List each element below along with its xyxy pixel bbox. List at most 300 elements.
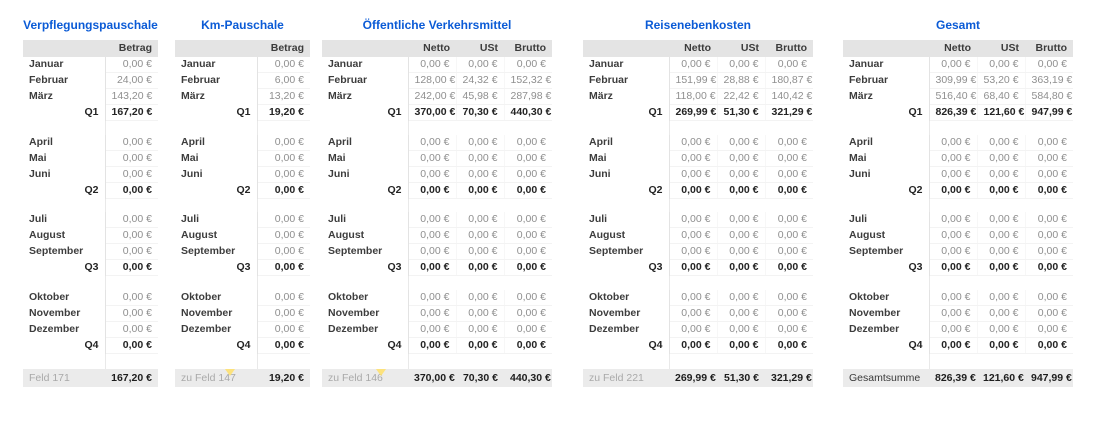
value-cell[interactable]: 0,00 €: [717, 166, 765, 182]
month-cell[interactable]: Oktober: [175, 290, 257, 306]
value-cell[interactable]: 0,00 €: [765, 57, 813, 73]
quarter-total-cell[interactable]: 121,60 €: [977, 105, 1025, 121]
value-cell[interactable]: 0,00 €: [504, 57, 552, 73]
value-cell[interactable]: 0,00 €: [504, 135, 552, 151]
footer-value[interactable]: 51,30 €: [717, 369, 765, 387]
quarter-total-cell[interactable]: 0,00 €: [929, 260, 977, 276]
value-cell[interactable]: 0,00 €: [257, 150, 310, 166]
month-cell[interactable]: März: [843, 89, 929, 105]
spacer-cell: [929, 353, 977, 369]
value-cell[interactable]: 0,00 €: [1025, 290, 1073, 306]
month-cell[interactable]: Mai: [843, 150, 929, 166]
footer-label[interactable]: Gesamtsumme: [843, 369, 929, 387]
month-cell[interactable]: Januar: [322, 57, 408, 73]
value-cell[interactable]: 151,99 €: [669, 73, 717, 89]
value-cell[interactable]: 0,00 €: [717, 305, 765, 321]
value-cell[interactable]: 0,00 €: [504, 228, 552, 244]
month-cell[interactable]: September: [322, 244, 408, 260]
month-cell[interactable]: Januar: [843, 57, 929, 73]
quarter-label-cell[interactable]: Q1: [843, 105, 929, 121]
value-cell[interactable]: 0,00 €: [456, 57, 504, 73]
value-cell[interactable]: 0,00 €: [929, 57, 977, 73]
table-title[interactable]: Reisenebenkosten: [644, 18, 752, 32]
footer-label[interactable]: Feld 171: [23, 369, 105, 387]
quarter-label-cell[interactable]: Q4: [23, 337, 105, 353]
value-cell[interactable]: 0,00 €: [257, 135, 310, 151]
month-cell[interactable]: Juni: [843, 166, 929, 182]
value-cell[interactable]: 0,00 €: [257, 57, 310, 73]
value-cell[interactable]: 13,20 €: [257, 89, 310, 105]
value-cell[interactable]: 0,00 €: [765, 150, 813, 166]
value-cell[interactable]: 0,00 €: [765, 135, 813, 151]
quarter-label-cell[interactable]: Q3: [843, 260, 929, 276]
value-cell[interactable]: 0,00 €: [456, 135, 504, 151]
column-header[interactable]: Betrag: [257, 40, 310, 57]
footer-value[interactable]: 269,99 €: [669, 369, 717, 387]
value-cell[interactable]: 24,00 €: [105, 73, 158, 89]
value-cell[interactable]: 0,00 €: [408, 244, 456, 260]
spacer-cell: [583, 353, 669, 369]
column-header[interactable]: USt: [977, 40, 1025, 57]
value-cell[interactable]: 0,00 €: [456, 305, 504, 321]
value-cell[interactable]: 0,00 €: [257, 166, 310, 182]
month-cell[interactable]: August: [843, 228, 929, 244]
value-cell[interactable]: 0,00 €: [717, 57, 765, 73]
value-cell[interactable]: 0,00 €: [504, 321, 552, 337]
value-cell[interactable]: 0,00 €: [765, 228, 813, 244]
value-cell[interactable]: 0,00 €: [105, 321, 158, 337]
quarter-label-cell[interactable]: Q4: [843, 337, 929, 353]
value-cell[interactable]: 0,00 €: [765, 321, 813, 337]
quarter-total-cell[interactable]: 0,00 €: [504, 182, 552, 198]
value-cell[interactable]: 118,00 €: [669, 89, 717, 105]
month-cell[interactable]: Dezember: [23, 321, 105, 337]
quarter-total-cell[interactable]: 0,00 €: [669, 260, 717, 276]
quarter-total-cell[interactable]: 0,00 €: [717, 260, 765, 276]
column-header[interactable]: Netto: [669, 40, 717, 57]
value-cell[interactable]: 0,00 €: [929, 305, 977, 321]
value-cell[interactable]: 152,32 €: [504, 73, 552, 89]
quarter-total-cell[interactable]: 51,30 €: [717, 105, 765, 121]
month-cell[interactable]: Januar: [583, 57, 669, 73]
value-cell[interactable]: 128,00 €: [408, 73, 456, 89]
value-cell[interactable]: 28,88 €: [717, 73, 765, 89]
spacer-cell: [322, 276, 408, 290]
month-cell[interactable]: Oktober: [583, 290, 669, 306]
value-cell[interactable]: 0,00 €: [717, 290, 765, 306]
column-header[interactable]: Brutto: [1025, 40, 1073, 57]
quarter-label-cell[interactable]: Q2: [583, 182, 669, 198]
value-cell[interactable]: 0,00 €: [977, 228, 1025, 244]
value-cell[interactable]: 0,00 €: [929, 150, 977, 166]
quarter-total-cell[interactable]: 0,00 €: [456, 260, 504, 276]
value-cell[interactable]: 0,00 €: [669, 305, 717, 321]
value-cell[interactable]: 0,00 €: [105, 135, 158, 151]
table-title[interactable]: Öffentliche Verkehrsmittel: [362, 18, 512, 32]
value-cell[interactable]: 0,00 €: [257, 321, 310, 337]
quarter-total-cell[interactable]: 0,00 €: [977, 337, 1025, 353]
value-cell[interactable]: 0,00 €: [929, 290, 977, 306]
value-cell[interactable]: 0,00 €: [717, 244, 765, 260]
value-cell[interactable]: 0,00 €: [669, 290, 717, 306]
value-cell[interactable]: 0,00 €: [456, 244, 504, 260]
month-cell[interactable]: Oktober: [322, 290, 408, 306]
month-cell[interactable]: Juli: [322, 212, 408, 228]
value-cell[interactable]: 0,00 €: [669, 244, 717, 260]
quarter-label-cell[interactable]: Q3: [23, 260, 105, 276]
value-cell[interactable]: 0,00 €: [456, 212, 504, 228]
quarter-total-cell[interactable]: 70,30 €: [456, 105, 504, 121]
month-cell[interactable]: August: [583, 228, 669, 244]
footer-label[interactable]: zu Feld 146: [322, 369, 408, 387]
month-cell[interactable]: März: [175, 89, 257, 105]
quarter-total-cell[interactable]: 0,00 €: [765, 337, 813, 353]
value-cell[interactable]: 53,20 €: [977, 73, 1025, 89]
month-cell[interactable]: Juni: [23, 166, 105, 182]
month-cell[interactable]: Oktober: [843, 290, 929, 306]
value-cell[interactable]: 0,00 €: [257, 228, 310, 244]
month-cell[interactable]: Mai: [583, 150, 669, 166]
quarter-total-cell[interactable]: 0,00 €: [408, 182, 456, 198]
value-cell[interactable]: 45,98 €: [456, 89, 504, 105]
value-cell[interactable]: 0,00 €: [1025, 166, 1073, 182]
month-cell[interactable]: September: [175, 244, 257, 260]
value-cell[interactable]: 0,00 €: [669, 135, 717, 151]
value-cell[interactable]: 0,00 €: [717, 321, 765, 337]
footer-value[interactable]: 321,29 €: [765, 369, 813, 387]
quarter-total-cell[interactable]: 0,00 €: [456, 337, 504, 353]
value-cell[interactable]: 0,00 €: [456, 290, 504, 306]
value-cell[interactable]: 363,19 €: [1025, 73, 1073, 89]
month-cell[interactable]: Juni: [583, 166, 669, 182]
value-cell[interactable]: 6,00 €: [257, 73, 310, 89]
value-cell[interactable]: 0,00 €: [504, 150, 552, 166]
month-cell[interactable]: Oktober: [23, 290, 105, 306]
value-cell[interactable]: 0,00 €: [257, 212, 310, 228]
value-cell[interactable]: 0,00 €: [1025, 321, 1073, 337]
quarter-label-cell[interactable]: Q2: [175, 182, 257, 198]
quarter-total-cell[interactable]: 0,00 €: [257, 260, 310, 276]
month-cell[interactable]: April: [322, 135, 408, 151]
value-cell[interactable]: 0,00 €: [977, 150, 1025, 166]
month-cell[interactable]: März: [583, 89, 669, 105]
month-cell[interactable]: September: [23, 244, 105, 260]
value-cell[interactable]: 0,00 €: [977, 135, 1025, 151]
month-cell[interactable]: Januar: [23, 57, 105, 73]
quarter-label-cell[interactable]: Q1: [322, 105, 408, 121]
quarter-total-cell[interactable]: 0,00 €: [669, 182, 717, 198]
value-cell[interactable]: 0,00 €: [977, 212, 1025, 228]
quarter-total-cell[interactable]: 0,00 €: [929, 182, 977, 198]
value-cell[interactable]: 0,00 €: [456, 228, 504, 244]
quarter-total-cell[interactable]: 947,99 €: [1025, 105, 1073, 121]
month-cell[interactable]: November: [322, 305, 408, 321]
quarter-label-cell[interactable]: Q3: [322, 260, 408, 276]
quarter-total-cell[interactable]: 0,00 €: [765, 182, 813, 198]
footer-label[interactable]: zu Feld 147: [175, 369, 257, 387]
footer-value[interactable]: 826,39 €: [929, 369, 977, 387]
value-cell[interactable]: 584,80 €: [1025, 89, 1073, 105]
month-cell[interactable]: Juli: [175, 212, 257, 228]
value-cell[interactable]: 0,00 €: [717, 212, 765, 228]
quarter-total-cell[interactable]: 0,00 €: [504, 260, 552, 276]
value-cell[interactable]: 0,00 €: [669, 212, 717, 228]
value-cell[interactable]: 0,00 €: [408, 166, 456, 182]
month-cell[interactable]: Januar: [175, 57, 257, 73]
value-cell[interactable]: 0,00 €: [105, 228, 158, 244]
quarter-total-cell[interactable]: 321,29 €: [765, 105, 813, 121]
value-cell[interactable]: 0,00 €: [456, 150, 504, 166]
quarter-total-cell[interactable]: 0,00 €: [257, 337, 310, 353]
month-cell[interactable]: September: [583, 244, 669, 260]
month-cell[interactable]: Dezember: [322, 321, 408, 337]
month-cell[interactable]: November: [843, 305, 929, 321]
month-cell[interactable]: November: [175, 305, 257, 321]
value-cell[interactable]: 0,00 €: [456, 321, 504, 337]
value-cell[interactable]: 143,20 €: [105, 89, 158, 105]
value-cell[interactable]: 0,00 €: [977, 57, 1025, 73]
value-cell[interactable]: 0,00 €: [105, 212, 158, 228]
value-cell[interactable]: 0,00 €: [408, 290, 456, 306]
value-cell[interactable]: 0,00 €: [669, 228, 717, 244]
value-cell[interactable]: 0,00 €: [929, 212, 977, 228]
value-cell[interactable]: 0,00 €: [977, 305, 1025, 321]
value-cell[interactable]: 0,00 €: [929, 135, 977, 151]
value-cell[interactable]: 0,00 €: [504, 305, 552, 321]
quarter-total-cell[interactable]: 0,00 €: [1025, 182, 1073, 198]
month-cell[interactable]: April: [843, 135, 929, 151]
quarter-label-cell[interactable]: Q2: [843, 182, 929, 198]
value-cell[interactable]: 0,00 €: [977, 166, 1025, 182]
column-header[interactable]: Brutto: [765, 40, 813, 57]
spacer-cell: [765, 121, 813, 135]
table-title[interactable]: Gesamt: [935, 18, 981, 32]
quarter-total-cell[interactable]: 0,00 €: [408, 337, 456, 353]
value-cell[interactable]: 0,00 €: [105, 57, 158, 73]
value-cell[interactable]: 0,00 €: [929, 244, 977, 260]
value-cell[interactable]: 0,00 €: [408, 212, 456, 228]
quarter-total-cell[interactable]: 19,20 €: [257, 105, 310, 121]
value-cell[interactable]: 0,00 €: [408, 305, 456, 321]
quarter-total-cell[interactable]: 0,00 €: [1025, 260, 1073, 276]
value-cell[interactable]: 0,00 €: [1025, 150, 1073, 166]
quarter-total-cell[interactable]: 0,00 €: [456, 182, 504, 198]
quarter-total-cell[interactable]: 0,00 €: [717, 337, 765, 353]
month-cell[interactable]: August: [175, 228, 257, 244]
value-cell[interactable]: 0,00 €: [257, 290, 310, 306]
month-cell[interactable]: April: [583, 135, 669, 151]
value-cell[interactable]: 0,00 €: [504, 166, 552, 182]
value-cell[interactable]: 0,00 €: [408, 228, 456, 244]
value-cell[interactable]: 0,00 €: [977, 321, 1025, 337]
value-cell[interactable]: 0,00 €: [765, 244, 813, 260]
footer-label[interactable]: zu Feld 221: [583, 369, 669, 387]
value-cell[interactable]: 0,00 €: [929, 228, 977, 244]
value-cell[interactable]: 0,00 €: [717, 150, 765, 166]
quarter-total-cell[interactable]: 0,00 €: [669, 337, 717, 353]
quarter-label-cell[interactable]: Q2: [23, 182, 105, 198]
month-cell[interactable]: April: [23, 135, 105, 151]
value-cell[interactable]: 0,00 €: [105, 150, 158, 166]
value-cell[interactable]: 0,00 €: [977, 244, 1025, 260]
quarter-total-cell[interactable]: 0,00 €: [977, 182, 1025, 198]
month-cell[interactable]: Mai: [322, 150, 408, 166]
quarter-total-cell[interactable]: 0,00 €: [257, 182, 310, 198]
value-cell[interactable]: 0,00 €: [105, 166, 158, 182]
month-cell[interactable]: Februar: [23, 73, 105, 89]
value-cell[interactable]: 0,00 €: [504, 290, 552, 306]
value-cell[interactable]: 309,99 €: [929, 73, 977, 89]
value-cell[interactable]: 0,00 €: [257, 305, 310, 321]
quarter-total-cell[interactable]: 0,00 €: [977, 260, 1025, 276]
quarter-total-cell[interactable]: 826,39 €: [929, 105, 977, 121]
footer-value[interactable]: 440,30 €: [504, 369, 552, 387]
footer-value[interactable]: 70,30 €: [456, 369, 504, 387]
value-cell[interactable]: 0,00 €: [257, 244, 310, 260]
column-header[interactable]: Brutto: [504, 40, 552, 57]
value-cell[interactable]: 0,00 €: [504, 212, 552, 228]
column-header[interactable]: Netto: [408, 40, 456, 57]
column-header[interactable]: Netto: [929, 40, 977, 57]
value-cell[interactable]: 0,00 €: [105, 290, 158, 306]
quarter-label-cell[interactable]: Q1: [175, 105, 257, 121]
quarter-label-cell[interactable]: Q3: [583, 260, 669, 276]
month-cell[interactable]: Juni: [175, 166, 257, 182]
quarter-label-cell[interactable]: Q1: [583, 105, 669, 121]
month-cell[interactable]: September: [843, 244, 929, 260]
quarter-total-row: [175, 182, 310, 198]
comment-marker-icon: [376, 369, 386, 376]
value-cell[interactable]: 0,00 €: [105, 305, 158, 321]
footer-value[interactable]: 947,99 €: [1025, 369, 1073, 387]
month-cell[interactable]: Dezember: [175, 321, 257, 337]
value-cell[interactable]: 287,98 €: [504, 89, 552, 105]
value-cell[interactable]: 0,00 €: [929, 166, 977, 182]
month-cell[interactable]: November: [23, 305, 105, 321]
value-cell[interactable]: 68,40 €: [977, 89, 1025, 105]
quarter-total-cell[interactable]: 0,00 €: [504, 337, 552, 353]
value-cell[interactable]: 0,00 €: [765, 212, 813, 228]
value-cell[interactable]: 22,42 €: [717, 89, 765, 105]
month-cell[interactable]: Dezember: [843, 321, 929, 337]
value-cell[interactable]: 516,40 €: [929, 89, 977, 105]
value-cell[interactable]: 0,00 €: [504, 244, 552, 260]
month-cell[interactable]: November: [583, 305, 669, 321]
value-cell[interactable]: 0,00 €: [765, 290, 813, 306]
quarter-label-cell[interactable]: Q2: [322, 182, 408, 198]
spacer-cell: [408, 276, 456, 290]
value-cell[interactable]: 0,00 €: [105, 244, 158, 260]
value-cell[interactable]: 0,00 €: [408, 321, 456, 337]
quarter-total-cell[interactable]: 269,99 €: [669, 105, 717, 121]
value-cell[interactable]: 0,00 €: [1025, 244, 1073, 260]
value-cell[interactable]: 0,00 €: [1025, 228, 1073, 244]
quarter-total-cell[interactable]: 370,00 €: [408, 105, 456, 121]
value-cell[interactable]: 0,00 €: [765, 305, 813, 321]
value-cell[interactable]: 0,00 €: [669, 57, 717, 73]
value-cell[interactable]: 0,00 €: [408, 57, 456, 73]
month-cell[interactable]: Juli: [23, 212, 105, 228]
quarter-total-cell[interactable]: 0,00 €: [105, 337, 158, 353]
value-cell[interactable]: 0,00 €: [669, 321, 717, 337]
column-header[interactable]: USt: [456, 40, 504, 57]
quarter-total-cell[interactable]: 0,00 €: [408, 260, 456, 276]
quarter-total-cell[interactable]: 0,00 €: [1025, 337, 1073, 353]
column-header[interactable]: Betrag: [105, 40, 158, 57]
value-cell[interactable]: 0,00 €: [456, 166, 504, 182]
value-cell[interactable]: 242,00 €: [408, 89, 456, 105]
quarter-total-cell[interactable]: 0,00 €: [105, 260, 158, 276]
month-cell[interactable]: März: [23, 89, 105, 105]
month-cell[interactable]: Juni: [322, 166, 408, 182]
month-cell[interactable]: August: [322, 228, 408, 244]
footer-value[interactable]: 167,20 €: [105, 369, 158, 387]
month-cell[interactable]: Juli: [583, 212, 669, 228]
table-row: [583, 244, 813, 260]
month-cell[interactable]: April: [175, 135, 257, 151]
data-table: [175, 40, 310, 387]
quarter-label-cell[interactable]: Q4: [583, 337, 669, 353]
value-cell[interactable]: 0,00 €: [717, 228, 765, 244]
month-cell[interactable]: Februar: [583, 73, 669, 89]
month-cell[interactable]: Juli: [843, 212, 929, 228]
month-cell[interactable]: Mai: [175, 150, 257, 166]
month-cell[interactable]: Februar: [843, 73, 929, 89]
footer-value[interactable]: 370,00 €: [408, 369, 456, 387]
quarter-label-cell[interactable]: Q4: [175, 337, 257, 353]
value-cell[interactable]: 24,32 €: [456, 73, 504, 89]
value-cell[interactable]: 0,00 €: [1025, 212, 1073, 228]
value-cell[interactable]: 0,00 €: [765, 166, 813, 182]
value-cell[interactable]: 0,00 €: [408, 150, 456, 166]
quarter-total-cell[interactable]: 0,00 €: [105, 182, 158, 198]
value-cell[interactable]: 0,00 €: [669, 150, 717, 166]
column-header[interactable]: USt: [717, 40, 765, 57]
table-title[interactable]: Km-Pauschale: [201, 18, 284, 32]
value-cell[interactable]: 0,00 €: [1025, 57, 1073, 73]
quarter-label-cell[interactable]: Q1: [23, 105, 105, 121]
month-cell[interactable]: Mai: [23, 150, 105, 166]
quarter-total-cell[interactable]: 167,20 €: [105, 105, 158, 121]
value-cell[interactable]: 0,00 €: [977, 290, 1025, 306]
value-cell[interactable]: 140,42 €: [765, 89, 813, 105]
value-cell[interactable]: 0,00 €: [717, 135, 765, 151]
value-cell[interactable]: 0,00 €: [1025, 305, 1073, 321]
value-cell[interactable]: 0,00 €: [669, 166, 717, 182]
footer-value[interactable]: 19,20 €: [257, 369, 310, 387]
value-cell[interactable]: 0,00 €: [1025, 135, 1073, 151]
value-cell[interactable]: 180,87 €: [765, 73, 813, 89]
month-cell[interactable]: August: [23, 228, 105, 244]
month-cell[interactable]: Februar: [322, 73, 408, 89]
header-corner-cell: [843, 40, 929, 57]
spacer-row: [583, 121, 813, 135]
quarter-total-cell[interactable]: 440,30 €: [504, 105, 552, 121]
month-cell[interactable]: Dezember: [583, 321, 669, 337]
quarter-total-cell[interactable]: 0,00 €: [929, 337, 977, 353]
quarter-label-cell[interactable]: Q3: [175, 260, 257, 276]
month-cell[interactable]: März: [322, 89, 408, 105]
quarter-total-cell[interactable]: 0,00 €: [717, 182, 765, 198]
quarter-label-cell[interactable]: Q4: [322, 337, 408, 353]
spacer-cell: [929, 276, 977, 290]
quarter-total-cell[interactable]: 0,00 €: [765, 260, 813, 276]
footer-value[interactable]: 121,60 €: [977, 369, 1025, 387]
month-cell[interactable]: Februar: [175, 73, 257, 89]
table-title[interactable]: Verpflegungspauschale: [23, 18, 158, 32]
value-cell[interactable]: 0,00 €: [408, 135, 456, 151]
value-cell[interactable]: 0,00 €: [929, 321, 977, 337]
